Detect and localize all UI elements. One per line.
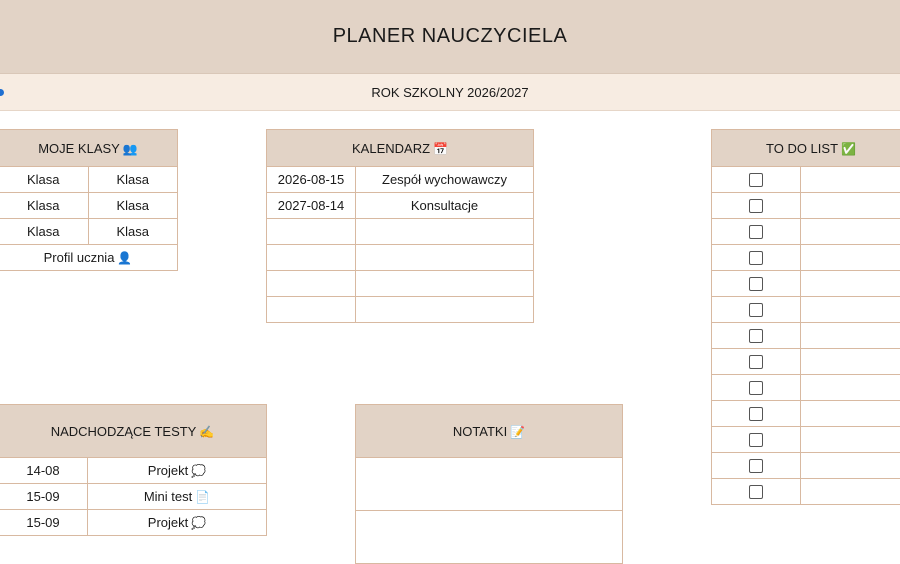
todo-checkbox[interactable] (749, 251, 763, 265)
todo-checkbox[interactable] (749, 459, 763, 473)
todo-checkbox[interactable] (749, 381, 763, 395)
todo-task-cell[interactable] (801, 271, 900, 297)
todo-title: TO DO LIST (766, 141, 838, 156)
todo-row (712, 401, 900, 427)
page-title-text: PLANER NAUCZYCIELA (333, 25, 568, 48)
my-classes-header (0, 130, 178, 167)
notes-title: NOTATKI (453, 424, 507, 439)
todo-header (712, 130, 900, 167)
page-title (0, 0, 900, 74)
notes-cell[interactable] (356, 458, 623, 511)
todo-checkbox[interactable] (749, 277, 763, 291)
school-year-text: ROK SZKOLNY 2026/2027 (371, 85, 528, 100)
calendar-title: KALENDARZ (352, 141, 430, 156)
my-classes-title: MOJE KLASY (38, 141, 120, 156)
class-cell[interactable]: Klasa (0, 193, 88, 219)
test-type-cell[interactable] (88, 458, 267, 484)
todo-checkbox-cell (712, 349, 801, 375)
todo-checkbox-cell (712, 323, 801, 349)
memo-icon: 📝 (510, 425, 525, 439)
todo-row (712, 193, 900, 219)
todo-task-cell[interactable] (801, 219, 900, 245)
calendar-date-cell[interactable] (267, 245, 356, 271)
class-cell[interactable]: Klasa (88, 219, 178, 245)
todo-table (711, 129, 900, 505)
calendar-date-cell[interactable] (267, 297, 356, 323)
calendar-date-cell[interactable]: 2026-08-15 (267, 167, 356, 193)
todo-checkbox-cell (712, 245, 801, 271)
notes-table (355, 404, 623, 564)
test-type-cell[interactable] (88, 484, 267, 510)
calendar-date-cell[interactable]: 2027-08-14 (267, 193, 356, 219)
todo-row (712, 453, 900, 479)
todo-row (712, 479, 900, 505)
test-date-cell[interactable]: 15-09 (0, 484, 88, 510)
todo-checkbox[interactable] (749, 329, 763, 343)
class-cell[interactable]: Klasa (0, 167, 88, 193)
person-icon: 👤 (117, 251, 132, 265)
calendar-event-cell[interactable]: Zespół wychowawczy (356, 167, 534, 193)
todo-checkbox[interactable] (749, 407, 763, 421)
calendar-event-cell[interactable] (356, 271, 534, 297)
calendar-event-cell[interactable] (356, 245, 534, 271)
todo-row (712, 323, 900, 349)
test-type-cell[interactable] (88, 510, 267, 536)
todo-task-cell[interactable] (801, 323, 900, 349)
todo-checkbox-cell (712, 375, 801, 401)
test-type-label: Projekt (148, 463, 188, 478)
todo-checkbox-cell (712, 167, 801, 193)
todo-task-cell[interactable] (801, 401, 900, 427)
todo-row (712, 167, 900, 193)
calendar-event-cell[interactable] (356, 219, 534, 245)
todo-checkbox[interactable] (749, 355, 763, 369)
todo-checkbox[interactable] (749, 485, 763, 499)
todo-row (712, 427, 900, 453)
calendar-event-cell[interactable] (356, 297, 534, 323)
people-icon: 👥 (123, 142, 138, 156)
upcoming-tests-title: NADCHODZĄCE TESTY (51, 424, 197, 439)
todo-checkbox-cell (712, 297, 801, 323)
todo-task-cell[interactable] (801, 245, 900, 271)
todo-row (712, 219, 900, 245)
class-cell[interactable]: Klasa (0, 219, 88, 245)
todo-checkbox-cell (712, 453, 801, 479)
todo-row (712, 297, 900, 323)
todo-rows (712, 167, 900, 505)
notes-cell[interactable] (356, 511, 623, 564)
student-profile-label: Profil ucznia (44, 250, 115, 265)
todo-row (712, 271, 900, 297)
my-classes-table (0, 129, 178, 271)
todo-task-cell[interactable] (801, 427, 900, 453)
check-mark-icon: ✅ (841, 142, 856, 156)
thought-bubble-icon: 💭 (191, 464, 206, 478)
todo-checkbox-cell (712, 219, 801, 245)
page-icon: 📄 (195, 490, 210, 504)
todo-checkbox-cell (712, 401, 801, 427)
test-type-label: Mini test (144, 489, 192, 504)
writing-hand-icon: ✍️ (199, 425, 214, 439)
calendar-icon: 📅 (433, 142, 448, 156)
todo-row (712, 375, 900, 401)
test-date-cell[interactable]: 15-09 (0, 510, 88, 536)
todo-task-cell[interactable] (801, 375, 900, 401)
todo-task-cell[interactable] (801, 167, 900, 193)
calendar-date-cell[interactable] (267, 271, 356, 297)
class-cell[interactable]: Klasa (88, 193, 178, 219)
todo-checkbox[interactable] (749, 303, 763, 317)
todo-task-cell[interactable] (801, 297, 900, 323)
class-cell[interactable]: Klasa (88, 167, 178, 193)
notes-header (356, 405, 623, 458)
calendar-date-cell[interactable] (267, 219, 356, 245)
todo-checkbox[interactable] (749, 433, 763, 447)
todo-task-cell[interactable] (801, 349, 900, 375)
todo-task-cell[interactable] (801, 453, 900, 479)
todo-task-cell[interactable] (801, 479, 900, 505)
todo-checkbox-cell (712, 479, 801, 505)
upcoming-tests-table (0, 404, 267, 536)
todo-checkbox[interactable] (749, 173, 763, 187)
thought-bubble-icon: 💭 (191, 516, 206, 530)
todo-checkbox[interactable] (749, 225, 763, 239)
test-type-label: Projekt (148, 515, 188, 530)
test-date-cell[interactable]: 14-08 (0, 458, 88, 484)
todo-checkbox-cell (712, 193, 801, 219)
student-profile-link[interactable] (0, 245, 178, 271)
todo-row (712, 245, 900, 271)
calendar-table (266, 129, 534, 323)
todo-checkbox-cell (712, 271, 801, 297)
school-year-bar (0, 74, 900, 111)
todo-checkbox-cell (712, 427, 801, 453)
calendar-header (267, 130, 534, 167)
todo-task-cell[interactable] (801, 193, 900, 219)
upcoming-tests-header (0, 405, 267, 458)
calendar-event-cell[interactable]: Konsultacje (356, 193, 534, 219)
todo-row (712, 349, 900, 375)
todo-checkbox[interactable] (749, 199, 763, 213)
